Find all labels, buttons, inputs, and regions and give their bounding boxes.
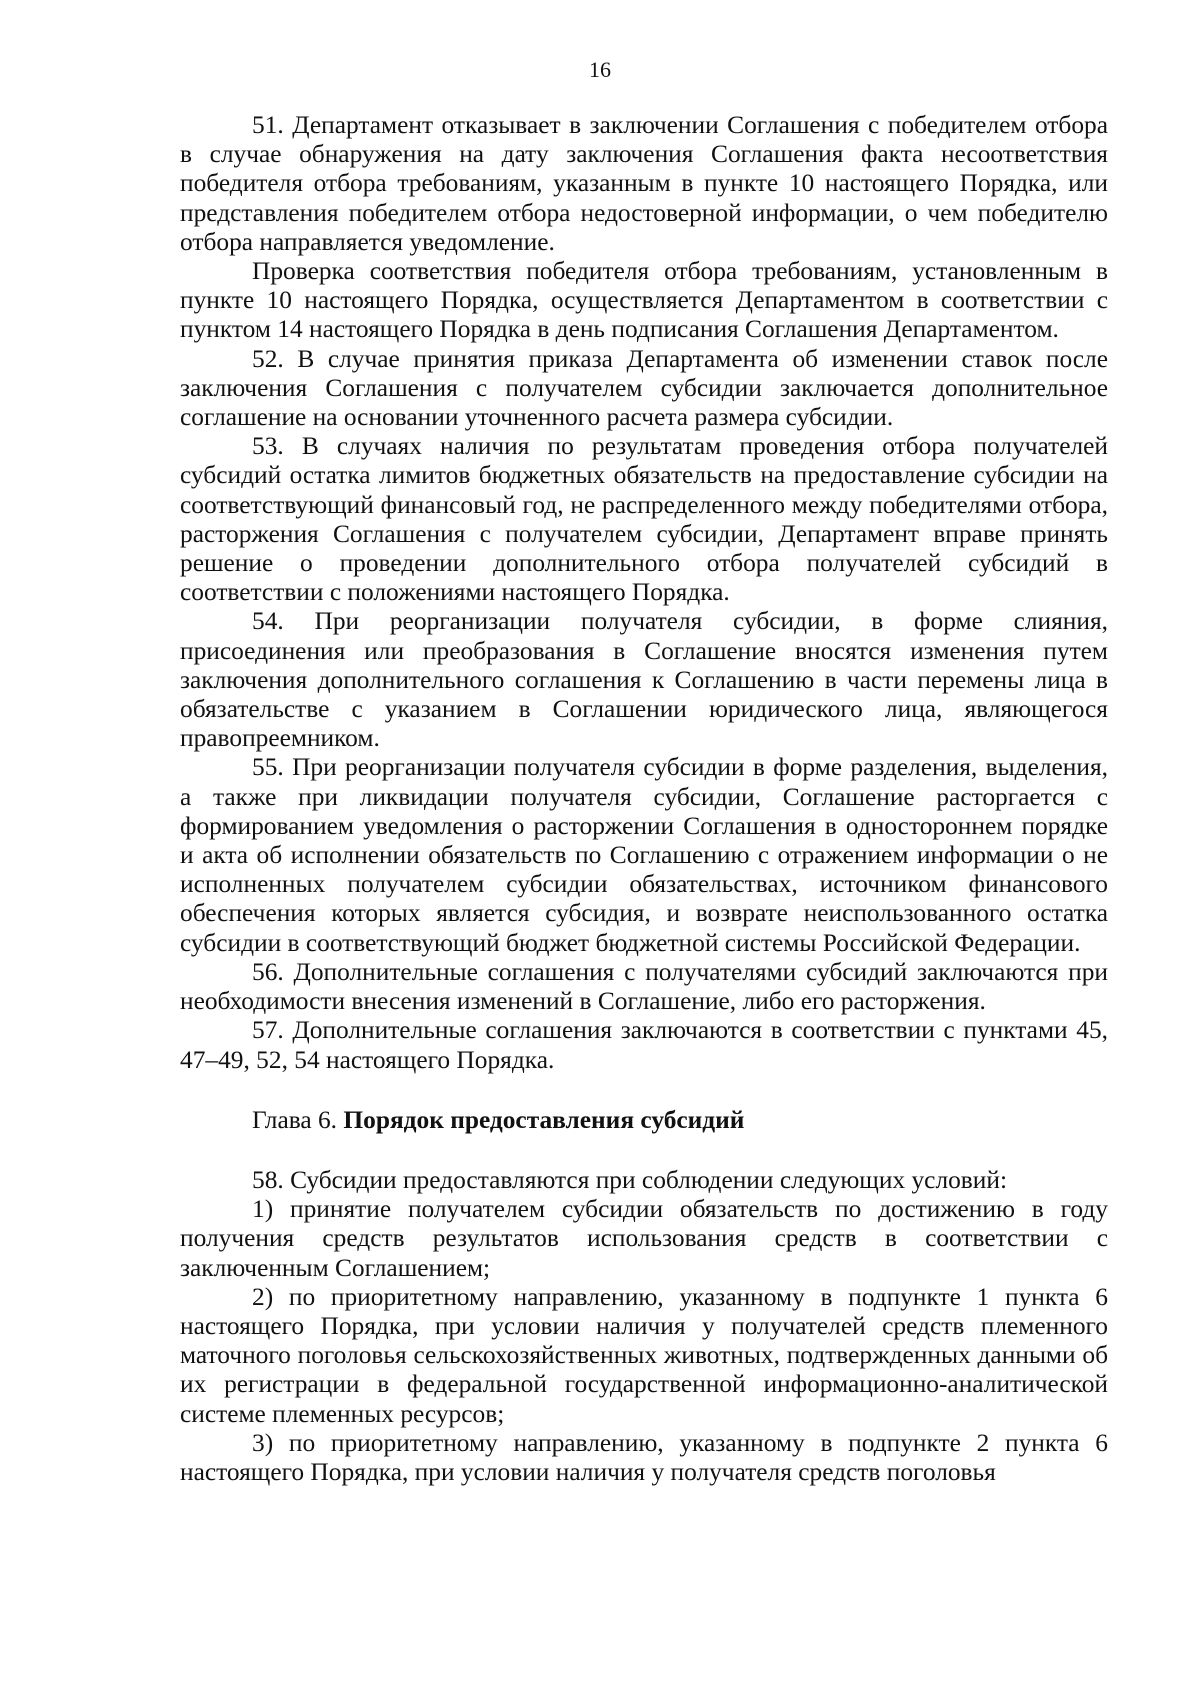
paragraph-58: 58. Субсидии предоставляются при соблюдении следующих условий: xyxy=(252,1165,1008,1194)
chapter-heading xyxy=(180,1106,1108,1135)
paragraph-52: 52. В случае принятия приказа Департамента об изменении ставок после заключения Соглашения с получателем субсидии заключается дополнительное соглашение на основании уточненного расчета размера субсидии. xyxy=(180,344,1108,432)
document-body xyxy=(180,111,1108,1487)
paragraph-53: 53. В случаях наличия по результатам проведения отбора получателей субсидий остатка лимитов бюджетных обязательств на предоставление субсидии на соответствующий финансовый год, не распределенного между победителями отбора, расторжения Соглашения с получателем субсидии, Департамент вправе принять решение о проведении дополнительного отбора получателей субсидий в соответствии с положениями настоящего Порядка. xyxy=(180,432,1108,607)
page-number: 16 xyxy=(589,57,611,82)
condition-2: 2) по приоритетному направлению, указанному в подпункте 1 пункта 6 настоящего Порядка, при условии наличия у получателей средств племенного маточного поголовья сельскохозяйственных животных, подтвержденных данными об их регистрации в федеральной государственной информационно-аналитической системе племенных ресурсов; xyxy=(180,1282,1108,1428)
paragraph-54: 54. При реорганизации получателя субсидии, в форме слияния, присоединения или преобразования в Соглашение вносятся изменения путем заключения дополнительного соглашения к Соглашению в части перемены лица в обязательстве с указанием в Соглашении юридического лица, являющегося правопреемником. xyxy=(180,607,1108,753)
paragraph-55: 55. При реорганизации получателя субсидии в форме разделения, выделения, а также при ликвидации получателя субсидии, Соглашение расторгается с формированием уведомления о расторжении Соглашения в одностороннем порядке и акта об исполнении обязательств по Соглашению с отражением информации о не исполненных получателем субсидии обязательствах, источником финансового обеспечения которых является субсидия, и возврате неиспользованного остатка субсидии в соответствующий бюджет бюджетной системы Российской Федерации. xyxy=(180,753,1108,957)
paragraph-57: 57. Дополнительные соглашения заключаются в соответствии с пунктами 45, 47–49, 52, 54 настоящего Порядка. xyxy=(180,1016,1108,1074)
condition-1: 1) принятие получателем субсидии обязательств по достижению в году получения средств результатов использования средств в соответствии с заключенным Соглашением; xyxy=(180,1195,1108,1282)
paragraph-51: 51. Департамент отказывает в заключении Соглашения с победителем отбора в случае обнаружения на дату заключения Соглашения факта несоответствия победителя отбора требованиям, указанным в пункте 10 настоящего Порядка, или представления победителем отбора недостоверной информации, о чем победителю отбора направляется уведомление. xyxy=(180,111,1108,256)
chapter-prefix: Глава 6. xyxy=(252,1105,344,1134)
chapter-title: Порядок предоставления субсидий xyxy=(343,1105,745,1134)
paragraph-56: 56. Дополнительные соглашения с получателями субсидий заключаются при необходимости внесения изменений в Соглашение, либо его расторжения. xyxy=(180,957,1108,1016)
paragraph-51-verification: Проверка соответствия победителя отбора требованиям, установленным в пункте 10 настоящего Порядка, осуществляется Департаментом в соответствии с пунктом 14 настоящего Порядка в день подписания Соглашения Департаментом. xyxy=(180,257,1108,344)
condition-3: 3) по приоритетному направлению, указанному в подпункте 2 пункта 6 настоящего Порядка, при условии наличия у получателя средств поголовья xyxy=(180,1428,1108,1486)
